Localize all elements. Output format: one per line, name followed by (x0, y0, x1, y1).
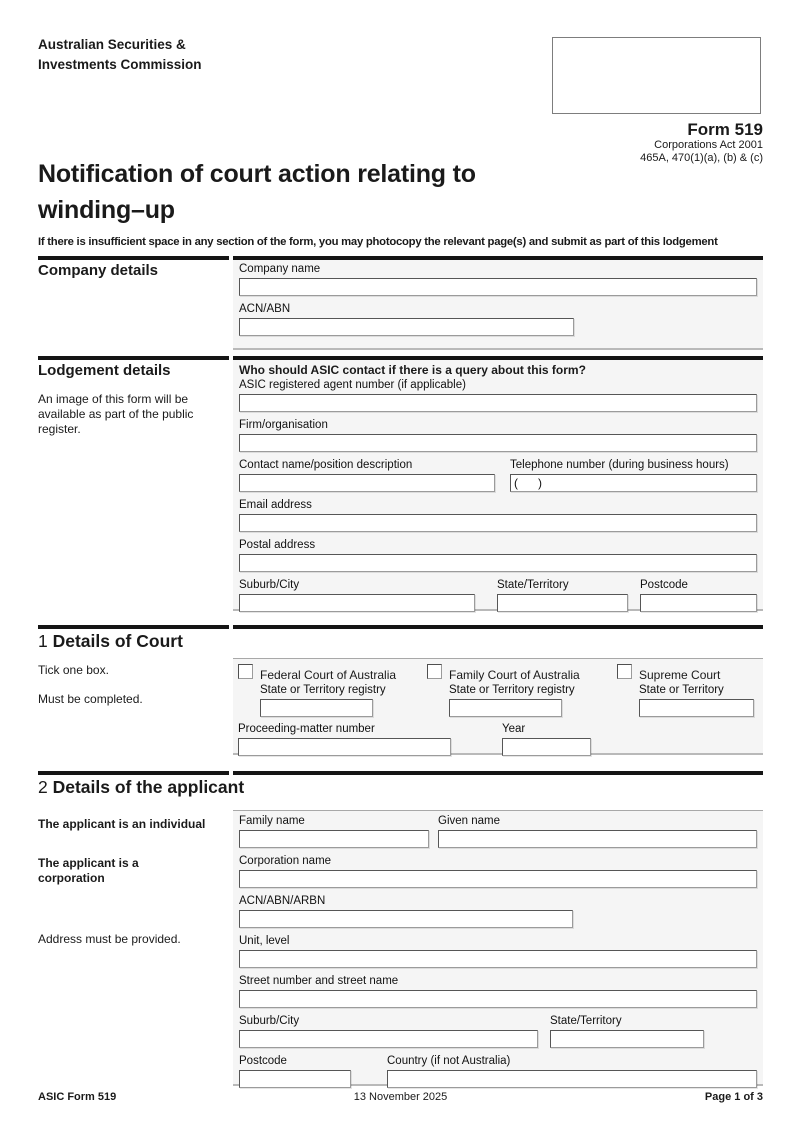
section2-heading (38, 777, 244, 798)
acn-abn-arbn-input[interactable] (239, 910, 573, 928)
corporation-name-field (239, 855, 757, 888)
applicant-suburb-input[interactable] (239, 1030, 538, 1048)
contact-phone-row (239, 459, 757, 492)
form-title-line2: winding–up (38, 196, 175, 224)
given-name-field (438, 815, 757, 848)
telephone-input[interactable] (510, 474, 757, 492)
year-field (502, 723, 591, 756)
section2-number: 2 (38, 777, 48, 797)
company-name-field (239, 263, 757, 296)
section2-title: Details of the applicant (52, 777, 245, 797)
section1-number: 1 (38, 631, 48, 651)
footer-date: 13 November 2025 (353, 1091, 448, 1103)
postal-label: Postal address (239, 539, 316, 551)
agency-name-line2: Investments Commission (38, 57, 202, 72)
must-be-completed-note: Must be completed. (38, 692, 143, 706)
agent-number-field (239, 379, 757, 412)
family-court-checkbox[interactable] (427, 664, 442, 679)
contact-name-field (239, 459, 495, 492)
unit-level-label: Unit, level (239, 935, 290, 947)
lodgement-details-panel (233, 360, 763, 611)
email-field (239, 499, 757, 532)
family-court-label: Family Court of Australia (449, 668, 580, 682)
telephone-label: Telephone number (during business hours) (510, 459, 729, 471)
federal-court-option (238, 664, 396, 717)
act-reference: Corporations Act 2001 (654, 139, 763, 151)
supreme-registry-label: State or Territory (639, 684, 724, 696)
postal-field (239, 539, 757, 572)
contact-question: Who should ASIC contact if there is a query about this form? (239, 363, 586, 377)
form-title (38, 156, 476, 228)
family-registry-input[interactable] (449, 699, 562, 717)
given-name-input[interactable] (438, 830, 757, 848)
applicant-suburb-field (239, 1015, 538, 1048)
acn-abn-field (239, 303, 757, 336)
acn-abn-arbn-field (239, 895, 757, 928)
name-row (239, 815, 757, 848)
family-name-input[interactable] (239, 830, 429, 848)
section-divider (38, 625, 763, 629)
supreme-registry-input[interactable] (639, 699, 754, 717)
sections-reference: 465A, 470(1)(a), (b) & (c) (640, 152, 763, 164)
agent-number-label: ASIC registered agent number (if applicable) (239, 379, 466, 391)
acn-abn-arbn-label: ACN/ABN/ARBN (239, 895, 326, 907)
office-use-box (552, 37, 761, 114)
supreme-court-label: Supreme Court (639, 668, 721, 682)
company-details-panel (233, 260, 763, 350)
form-number: Form 519 (687, 120, 763, 139)
supreme-court-option (617, 664, 754, 717)
applicant-postcode-input[interactable] (239, 1070, 351, 1088)
lodgement-suburb-field (239, 579, 475, 612)
public-register-note: An image of this form will be available as part of the public register. (38, 392, 194, 436)
contact-name-label: Contact name/position description (239, 459, 413, 471)
federal-court-label: Federal Court of Australia (260, 668, 397, 682)
company-details-heading: Company details (38, 262, 159, 279)
applicant-postcode-label: Postcode (239, 1055, 287, 1067)
applicant-state-label: State/Territory (550, 1015, 622, 1027)
postcode-country-row (239, 1055, 757, 1088)
family-registry-label: State or Territory registry (449, 684, 575, 696)
agency-name (38, 35, 202, 75)
supreme-court-checkbox[interactable] (617, 664, 632, 679)
corporation-name-label: Corporation name (239, 855, 332, 867)
lodgement-suburb-input[interactable] (239, 594, 475, 612)
applicant-state-input[interactable] (550, 1030, 704, 1048)
suburb-state-postcode-row (239, 579, 757, 612)
lodgement-details-heading: Lodgement details (38, 362, 171, 379)
family-court-option (427, 664, 580, 717)
applicant-panel (233, 810, 763, 1086)
contact-name-input[interactable] (239, 474, 495, 492)
country-field (387, 1055, 757, 1088)
applicant-corporation-note: The applicant is a corporation (38, 856, 139, 885)
form-meta (640, 120, 763, 165)
unit-level-field (239, 935, 757, 968)
family-name-field (239, 815, 429, 848)
company-name-label: Company name (239, 263, 321, 275)
unit-level-input[interactable] (239, 950, 757, 968)
photocopy-note: If there is insufficient space in any section of the form, you may photocopy the relevant page(s) and submit as part of this lodgement (38, 236, 718, 248)
firm-field (239, 419, 757, 452)
tick-one-box-note: Tick one box. (38, 663, 109, 677)
firm-label: Firm/organisation (239, 419, 328, 431)
federal-court-checkbox[interactable] (238, 664, 253, 679)
federal-registry-label: State or Territory registry (260, 684, 386, 696)
section1-title: Details of Court (52, 631, 183, 651)
corporation-name-input[interactable] (239, 870, 757, 888)
lodgement-postcode-label: Postcode (640, 579, 688, 591)
email-input[interactable] (239, 514, 757, 532)
court-panel (233, 658, 763, 755)
street-field (239, 975, 757, 1008)
section1-heading (38, 631, 183, 652)
footer-form-id: ASIC Form 519 (38, 1091, 117, 1103)
year-label: Year (502, 723, 526, 735)
street-label: Street number and street name (239, 975, 399, 987)
applicant-postcode-field (239, 1055, 351, 1088)
telephone-field (510, 459, 757, 492)
suburb-state-row (239, 1015, 757, 1048)
lodgement-postcode-input[interactable] (640, 594, 757, 612)
lodgement-postcode-field (640, 579, 757, 612)
street-input[interactable] (239, 990, 757, 1008)
section-divider (38, 771, 763, 775)
lodgement-state-field (497, 579, 628, 612)
acn-abn-input[interactable] (239, 318, 574, 336)
country-input[interactable] (387, 1070, 757, 1088)
company-name-input[interactable] (239, 278, 757, 296)
year-input[interactable] (502, 738, 591, 756)
given-name-label: Given name (438, 815, 501, 827)
applicant-individual-note: The applicant is an individual (38, 817, 206, 831)
firm-input[interactable] (239, 434, 757, 452)
lodgement-state-input[interactable] (497, 594, 628, 612)
applicant-suburb-label: Suburb/City (239, 1015, 300, 1027)
proceeding-field (238, 723, 451, 756)
form-title-line1: Notification of court action relating to (38, 160, 476, 188)
footer-page-number: Page 1 of 3 (704, 1091, 763, 1103)
address-required-note: Address must be provided. (38, 932, 181, 946)
federal-registry-input[interactable] (260, 699, 373, 717)
postal-input[interactable] (239, 554, 757, 572)
country-label: Country (if not Australia) (387, 1055, 511, 1067)
agent-number-input[interactable] (239, 394, 757, 412)
applicant-state-field (550, 1015, 704, 1048)
family-name-label: Family name (239, 815, 305, 827)
acn-abn-label: ACN/ABN (239, 303, 291, 315)
proceeding-input[interactable] (238, 738, 451, 756)
proceeding-label: Proceeding-matter number (238, 723, 375, 735)
email-label: Email address (239, 499, 312, 511)
agency-name-line1: Australian Securities & (38, 37, 186, 52)
lodgement-suburb-label: Suburb/City (239, 579, 300, 591)
lodgement-state-label: State/Territory (497, 579, 569, 591)
